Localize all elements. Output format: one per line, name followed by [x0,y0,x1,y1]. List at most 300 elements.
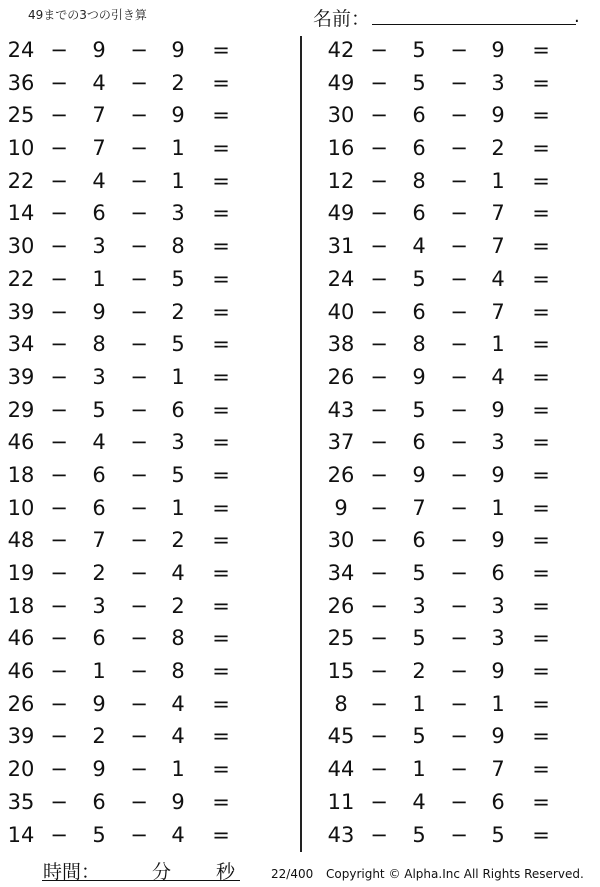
time-write-line[interactable] [42,880,240,881]
equals-sign: = [212,201,230,226]
equals-sign: = [532,495,550,520]
subtrahend-1: 1 [412,691,426,716]
problem-row [320,99,600,132]
equals-sign: = [532,168,550,193]
minuend: 35 [7,789,35,814]
minus-sign: − [130,364,148,389]
subtrahend-2: 9 [491,659,505,684]
equals-sign: = [532,266,550,291]
subtrahend-1: 1 [92,266,106,291]
minus-sign: − [130,561,148,585]
problem-row [0,328,280,361]
minus-sign: − [450,659,468,684]
minus-sign: − [50,364,68,389]
equals-sign: = [212,626,230,651]
minus-sign: − [370,299,388,324]
minus-sign: − [50,332,68,357]
subtrahend-2: 2 [171,299,185,324]
equals-sign: = [212,822,230,847]
minuend: 43 [327,822,355,847]
subtrahend-2: 9 [171,103,185,128]
subtrahend-1: 9 [92,691,106,716]
minuend: 18 [7,593,35,618]
minus-sign: − [370,724,388,749]
minus-sign: − [130,593,148,618]
equals-sign: = [212,430,230,455]
minuend: 11 [327,789,355,814]
minus-sign: − [50,626,68,651]
minuend: 48 [7,528,35,553]
minus-sign: − [50,593,68,618]
minus-sign: − [370,168,388,193]
minus-sign: − [370,789,388,814]
minus-sign: − [50,430,68,455]
minus-sign: − [50,462,68,487]
subtrahend-2: 1 [491,495,505,520]
equals-sign: = [212,659,230,684]
minus-sign: − [130,430,148,455]
subtrahend-2: 3 [171,201,185,226]
subtrahend-1: 8 [92,332,106,357]
subtrahend-1: 5 [92,822,106,847]
equals-sign: = [212,462,230,487]
subtrahend-1: 1 [412,757,426,782]
problem-row [0,557,280,590]
minus-sign: − [450,789,468,814]
minuend: 42 [327,38,355,62]
equals-sign: = [212,789,230,814]
minus-sign: − [370,430,388,455]
problem-row [0,361,280,394]
minus-sign: − [370,136,388,161]
equals-sign: = [532,462,550,487]
column-divider [300,36,302,852]
minus-sign: − [370,364,388,389]
minus-sign: − [50,495,68,520]
problem-row [320,622,600,655]
equals-sign: = [212,103,230,128]
minuend: 10 [7,136,35,161]
minus-sign: − [450,364,468,389]
minus-sign: − [370,234,388,259]
minuend: 30 [327,528,355,553]
name-label: 名前： [313,8,371,30]
equals-sign: = [212,38,230,62]
minuend: 26 [327,364,355,389]
problem-row [0,426,280,459]
problem-row [320,590,600,623]
minuend: 34 [327,561,355,585]
equals-sign: = [532,332,550,357]
minus-sign: − [130,103,148,128]
equals-sign: = [212,495,230,520]
subtrahend-2: 5 [171,462,185,487]
subtrahend-1: 5 [412,822,426,847]
subtrahend-1: 9 [92,38,106,62]
subtrahend-2: 8 [171,234,185,259]
equals-sign: = [532,691,550,716]
problem-row [0,819,280,852]
minutes-label: 分 [152,861,172,883]
subtrahend-1: 4 [412,789,426,814]
equals-sign: = [532,364,550,389]
minus-sign: − [130,38,148,62]
name-write-line[interactable] [372,24,576,25]
problem-row [320,132,600,165]
problem-row [0,230,280,263]
minus-sign: − [450,299,468,324]
minus-sign: − [450,691,468,716]
problem-row [320,786,600,819]
name-dot: . [574,6,580,27]
minus-sign: − [370,822,388,847]
subtrahend-2: 1 [491,332,505,357]
subtrahend-1: 6 [92,789,106,814]
worksheet-title: 49までの3つの引き算 [28,8,147,22]
equals-sign: = [532,299,550,324]
equals-sign: = [212,364,230,389]
minus-sign: − [50,168,68,193]
subtrahend-1: 6 [412,201,426,226]
equals-sign: = [212,757,230,782]
subtrahend-2: 4 [491,266,505,291]
minuend: 29 [7,397,35,422]
equals-sign: = [212,724,230,749]
subtrahend-2: 7 [491,757,505,782]
subtrahend-2: 9 [171,38,185,62]
minuend: 20 [7,757,35,782]
subtrahend-2: 3 [171,430,185,455]
subtrahend-1: 6 [412,136,426,161]
equals-sign: = [212,528,230,553]
minus-sign: − [370,691,388,716]
minuend: 24 [327,266,355,291]
minuend: 46 [7,430,35,455]
problem-row [320,720,600,753]
subtrahend-2: 9 [171,789,185,814]
minuend: 46 [7,659,35,684]
problem-row [320,394,600,427]
minus-sign: − [50,789,68,814]
subtrahend-2: 9 [491,103,505,128]
minuend: 39 [7,364,35,389]
problem-row [0,34,280,67]
problem-row [0,197,280,230]
minus-sign: − [130,70,148,95]
subtrahend-2: 8 [171,659,185,684]
equals-sign: = [212,332,230,357]
subtrahend-2: 4 [171,561,185,585]
subtrahend-1: 9 [412,364,426,389]
subtrahend-1: 5 [412,38,426,62]
equals-sign: = [532,397,550,422]
problem-row [0,263,280,296]
subtrahend-1: 5 [412,397,426,422]
subtrahend-2: 2 [171,593,185,618]
minus-sign: − [370,593,388,618]
subtrahend-2: 1 [491,691,505,716]
minus-sign: − [450,234,468,259]
minus-sign: − [50,201,68,226]
problem-row [320,296,600,329]
equals-sign: = [212,234,230,259]
subtrahend-1: 7 [92,103,106,128]
minus-sign: − [450,168,468,193]
minuend: 16 [327,136,355,161]
minus-sign: − [450,430,468,455]
minuend: 39 [7,299,35,324]
minus-sign: − [450,136,468,161]
subtrahend-1: 4 [92,430,106,455]
subtrahend-2: 5 [171,332,185,357]
minuend: 30 [327,103,355,128]
problem-row [320,557,600,590]
minus-sign: − [50,103,68,128]
minus-sign: − [50,397,68,422]
subtrahend-2: 7 [491,234,505,259]
minus-sign: − [130,789,148,814]
minuend: 25 [327,626,355,651]
minuend: 25 [7,103,35,128]
subtrahend-2: 3 [491,430,505,455]
minus-sign: − [450,561,468,585]
time-label: 時間： [43,861,101,883]
problem-row [320,524,600,557]
minuend: 14 [7,822,35,847]
subtrahend-2: 1 [171,136,185,161]
minus-sign: − [370,757,388,782]
minuend: 44 [327,757,355,782]
subtrahend-2: 6 [491,789,505,814]
minus-sign: − [130,397,148,422]
minuend: 26 [327,462,355,487]
subtrahend-1: 2 [92,724,106,749]
equals-sign: = [532,757,550,782]
minus-sign: − [450,397,468,422]
problem-row [0,720,280,753]
subtrahend-1: 6 [92,201,106,226]
subtrahend-1: 5 [412,266,426,291]
minus-sign: − [450,495,468,520]
subtrahend-1: 3 [92,593,106,618]
minus-sign: − [450,332,468,357]
minuend: 8 [334,691,348,716]
problem-column-left [0,34,280,851]
problem-row [0,67,280,100]
equals-sign: = [532,626,550,651]
minuend: 37 [327,430,355,455]
minus-sign: − [130,659,148,684]
minus-sign: − [50,234,68,259]
equals-sign: = [212,266,230,291]
equals-sign: = [212,593,230,618]
subtrahend-2: 2 [171,528,185,553]
equals-sign: = [212,299,230,324]
subtrahend-1: 3 [92,234,106,259]
minuend: 22 [7,168,35,193]
minuend: 19 [7,561,35,585]
subtrahend-1: 6 [412,528,426,553]
subtrahend-1: 8 [412,332,426,357]
minus-sign: − [450,593,468,618]
subtrahend-2: 1 [171,757,185,782]
minus-sign: − [370,626,388,651]
subtrahend-2: 1 [171,495,185,520]
subtrahend-1: 3 [412,593,426,618]
equals-sign: = [532,724,550,749]
subtrahend-2: 9 [491,724,505,749]
subtrahend-1: 5 [412,70,426,95]
minus-sign: − [130,462,148,487]
subtrahend-2: 2 [171,70,185,95]
minus-sign: − [130,495,148,520]
problem-row [320,34,600,67]
minus-sign: − [50,691,68,716]
subtrahend-2: 3 [491,626,505,651]
equals-sign: = [532,201,550,226]
minus-sign: − [370,462,388,487]
minus-sign: − [370,659,388,684]
minus-sign: − [50,266,68,291]
minus-sign: − [450,266,468,291]
subtrahend-1: 6 [412,299,426,324]
problem-row [320,492,600,525]
subtrahend-2: 9 [491,462,505,487]
equals-sign: = [532,528,550,553]
subtrahend-2: 4 [171,822,185,847]
minus-sign: − [450,201,468,226]
minus-sign: − [50,38,68,62]
problem-row [320,459,600,492]
minuend: 18 [7,462,35,487]
minus-sign: − [50,822,68,847]
minus-sign: − [130,168,148,193]
subtrahend-2: 1 [171,168,185,193]
minuend: 38 [327,332,355,357]
minus-sign: − [450,462,468,487]
problem-row [320,426,600,459]
subtrahend-1: 4 [92,70,106,95]
equals-sign: = [212,168,230,193]
subtrahend-1: 9 [92,757,106,782]
minus-sign: − [370,561,388,585]
problem-row [0,786,280,819]
minuend: 15 [327,659,355,684]
minus-sign: − [450,103,468,128]
equals-sign: = [212,70,230,95]
minus-sign: − [50,528,68,553]
minus-sign: − [450,626,468,651]
subtrahend-1: 5 [412,724,426,749]
problem-row [0,132,280,165]
subtrahend-1: 7 [92,136,106,161]
subtrahend-2: 8 [171,626,185,651]
equals-sign: = [532,103,550,128]
subtrahend-2: 5 [491,822,505,847]
subtrahend-1: 4 [412,234,426,259]
minus-sign: − [50,757,68,782]
subtrahend-2: 6 [171,397,185,422]
minus-sign: − [130,822,148,847]
problem-row [320,165,600,198]
equals-sign: = [532,561,550,585]
equals-sign: = [212,561,230,585]
equals-sign: = [212,397,230,422]
problem-row [0,753,280,786]
minus-sign: − [450,70,468,95]
subtrahend-1: 6 [92,462,106,487]
subtrahend-2: 7 [491,299,505,324]
minuend: 49 [327,201,355,226]
subtrahend-1: 6 [412,103,426,128]
subtrahend-2: 4 [491,364,505,389]
minus-sign: − [50,659,68,684]
subtrahend-2: 9 [491,38,505,62]
minus-sign: − [130,691,148,716]
minuend: 26 [327,593,355,618]
minuend: 40 [327,299,355,324]
subtrahend-2: 9 [491,397,505,422]
minuend: 49 [327,70,355,95]
problem-row [0,394,280,427]
subtrahend-1: 7 [412,495,426,520]
subtrahend-2: 4 [171,691,185,716]
minus-sign: − [370,70,388,95]
subtrahend-1: 1 [92,659,106,684]
subtrahend-2: 2 [491,136,505,161]
minus-sign: − [370,528,388,553]
minus-sign: − [50,70,68,95]
minus-sign: − [50,136,68,161]
problem-row [320,67,600,100]
minus-sign: − [130,626,148,651]
minuend: 26 [7,691,35,716]
subtrahend-1: 2 [412,659,426,684]
minuend: 31 [327,234,355,259]
problem-row [0,296,280,329]
subtrahend-2: 3 [491,70,505,95]
subtrahend-1: 9 [92,299,106,324]
problem-row [320,753,600,786]
minuend: 12 [327,168,355,193]
subtrahend-1: 7 [92,528,106,553]
subtrahend-2: 7 [491,201,505,226]
subtrahend-1: 5 [412,626,426,651]
problem-row [320,263,600,296]
problem-row [320,328,600,361]
minus-sign: − [50,299,68,324]
subtrahend-2: 1 [491,168,505,193]
subtrahend-2: 1 [171,364,185,389]
problem-row [0,622,280,655]
minuend: 30 [7,234,35,259]
minuend: 10 [7,495,35,520]
problem-row [0,524,280,557]
minuend: 45 [327,724,355,749]
minus-sign: − [50,561,68,585]
subtrahend-1: 6 [92,495,106,520]
minuend: 39 [7,724,35,749]
problem-row [0,165,280,198]
equals-sign: = [532,659,550,684]
subtrahend-2: 6 [491,561,505,585]
problem-row [0,655,280,688]
problem-row [0,459,280,492]
minus-sign: − [50,724,68,749]
minus-sign: − [370,495,388,520]
problem-row [320,819,600,852]
problem-row [320,197,600,230]
